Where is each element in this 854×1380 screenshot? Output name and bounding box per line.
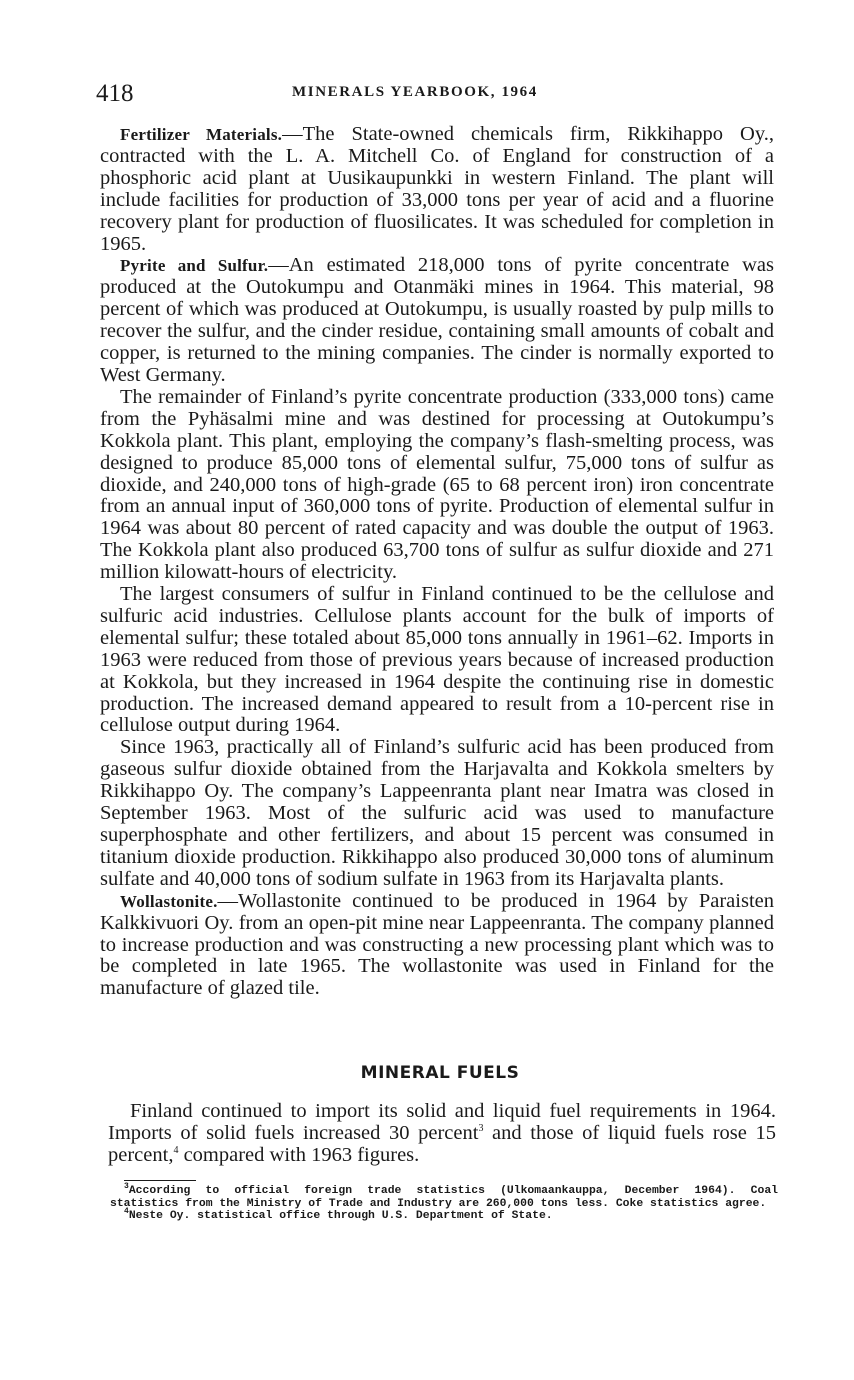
- footnote-ref[interactable]: 4: [173, 1144, 179, 1156]
- footnotes: [110, 1182, 778, 1223]
- paragraph-wollastonite: [100, 891, 774, 1001]
- run-in-heading-fertilizer: Fertilizer Materials.: [120, 125, 283, 144]
- paragraph-text: —The State-owned chemicals firm, Rikkihappo Oy., contracted with the L. A. Mitchell Co. of England for construction of a phosphoric acid plant at Uusikaupunkki in western Finland. The plant will include facilities for production of 33,000 tons per year of acid and a fluorine recovery plant for production of fluosilicates. It was scheduled for completion in 1965.: [100, 123, 775, 255]
- paragraph-text: compared with 1963 figures.: [178, 1143, 420, 1166]
- mineral-fuels-section: [108, 1101, 776, 1167]
- footnote-4: [110, 1207, 778, 1223]
- paragraph-text: —An estimated 218,000 tons of pyrite concentrate was produced at the Outokumpu and Otanmäki mines in 1964. This material, 98 percent of which was produced at Outokumpu, is usually roasted by pulp mills to recover the sulfur, and the cinder residue, containing small amounts of cobalt and copper, is returned to the mining companies. The cinder is normally exported to West Germany.: [100, 254, 774, 386]
- paragraph-text: and those of liquid fuels rose 15 percent,: [108, 1121, 776, 1166]
- page-number: 418: [96, 80, 134, 107]
- footnote-ref[interactable]: 3: [478, 1123, 484, 1135]
- footnote-text: According to official foreign trade statistics (Ulkomaankauppa, December 1964). Coal statistics from the Ministry of Trade and Industry are 260,000 tons less. Coke statistics agree.: [110, 1185, 778, 1210]
- paragraph-text: Finland continued to import its solid and liquid fuel requirements in 1964. Imports of solid fuels increased 30 percent: [108, 1100, 776, 1144]
- run-in-heading-pyrite: Pyrite and Sulfur.: [120, 256, 269, 276]
- section-heading-mineral-fuels: MINERAL FUELS: [360, 1063, 520, 1083]
- paragraph-sulfuric-acid: Since 1963, practically all of Finland’s sulfuric acid has been produced from gaseous sulfur dioxide obtained from the Harjavalta and Kokkola smelters by Rikkihappo Oy. The company’s Lappeenranta plant near Imatra was closed in September 1963. Most of the sulfuric acid was used to manufacture superphosphate and other fertilizers, and about 15 percent was consumed in titanium dioxide production. Rikkihappo also produced 30,000 tons of aluminum sulfate and 40,000 tons of sodium sulfate in 1963 from its Harjavalta plants.: [100, 736, 774, 890]
- footnote-divider: [124, 1180, 196, 1181]
- footnote-text: Neste Oy. statistical office through U.S. Department of State.: [128, 1210, 553, 1223]
- footnote-marker: 3: [124, 1182, 129, 1192]
- paragraph-text: —Wollastonite continued to be produced in 1964 by Paraisten Kalkkivuori Oy. from an open-pit mine near Lappeenranta. The company planned to increase production and was constructing a new processing plant which was to be completed in late 1965. The wollastonite was used in Finland for the manufacture of glazed tile.: [100, 889, 774, 1000]
- body-text: [100, 124, 774, 1000]
- running-title: MINERALS YEARBOOK, 1964: [292, 84, 538, 100]
- run-in-heading-wollastonite: Wollastonite.: [120, 891, 218, 911]
- page-header: [96, 80, 776, 110]
- paragraph-pyrite-remainder: The remainder of Finland’s pyrite concentrate production (333,000 tons) came from the Pyhäsalmi mine and was destined for processing at Outokumpu’s Kokkola plant. This plant, employing the company’s flash-smelting process, was designed to produce 85,000 tons of elemental sulfur, 75,000 tons of sulfur as dioxide, and 240,000 tons of high-grade (65 to 68 percent iron) iron concentrate from an annual input of 360,000 tons of pyrite. Production of elemental sulfur in 1964 was about 80 percent of rated capacity and was double the output of 1963. The Kokkola plant also produced 63,700 tons of sulfur as sulfur dioxide and 271 million kilowatt-hours of electricity.: [100, 385, 774, 584]
- footnote-3: [110, 1182, 778, 1210]
- paragraph-pyrite-sulfur: [100, 255, 774, 386]
- footnote-marker: 4: [124, 1207, 129, 1217]
- paragraph-fertilizer-materials: [100, 124, 774, 255]
- paragraph-mineral-fuels: [108, 1101, 776, 1167]
- paragraph-sulfur-consumers: The largest consumers of sulfur in Finland continued to be the cellulose and sulfuric acid industries. Cellulose plants account for the bulk of imports of elemental sulfur; these totaled about 85,000 tons annually in 1961–62. Imports in 1963 were reduced from those of previous years because of increased production at Kokkola, but they increased in 1964 despite the continuing rise in domestic production. The increased demand appeared to result from a 10-percent rise in cellulose output during 1964.: [100, 583, 774, 737]
